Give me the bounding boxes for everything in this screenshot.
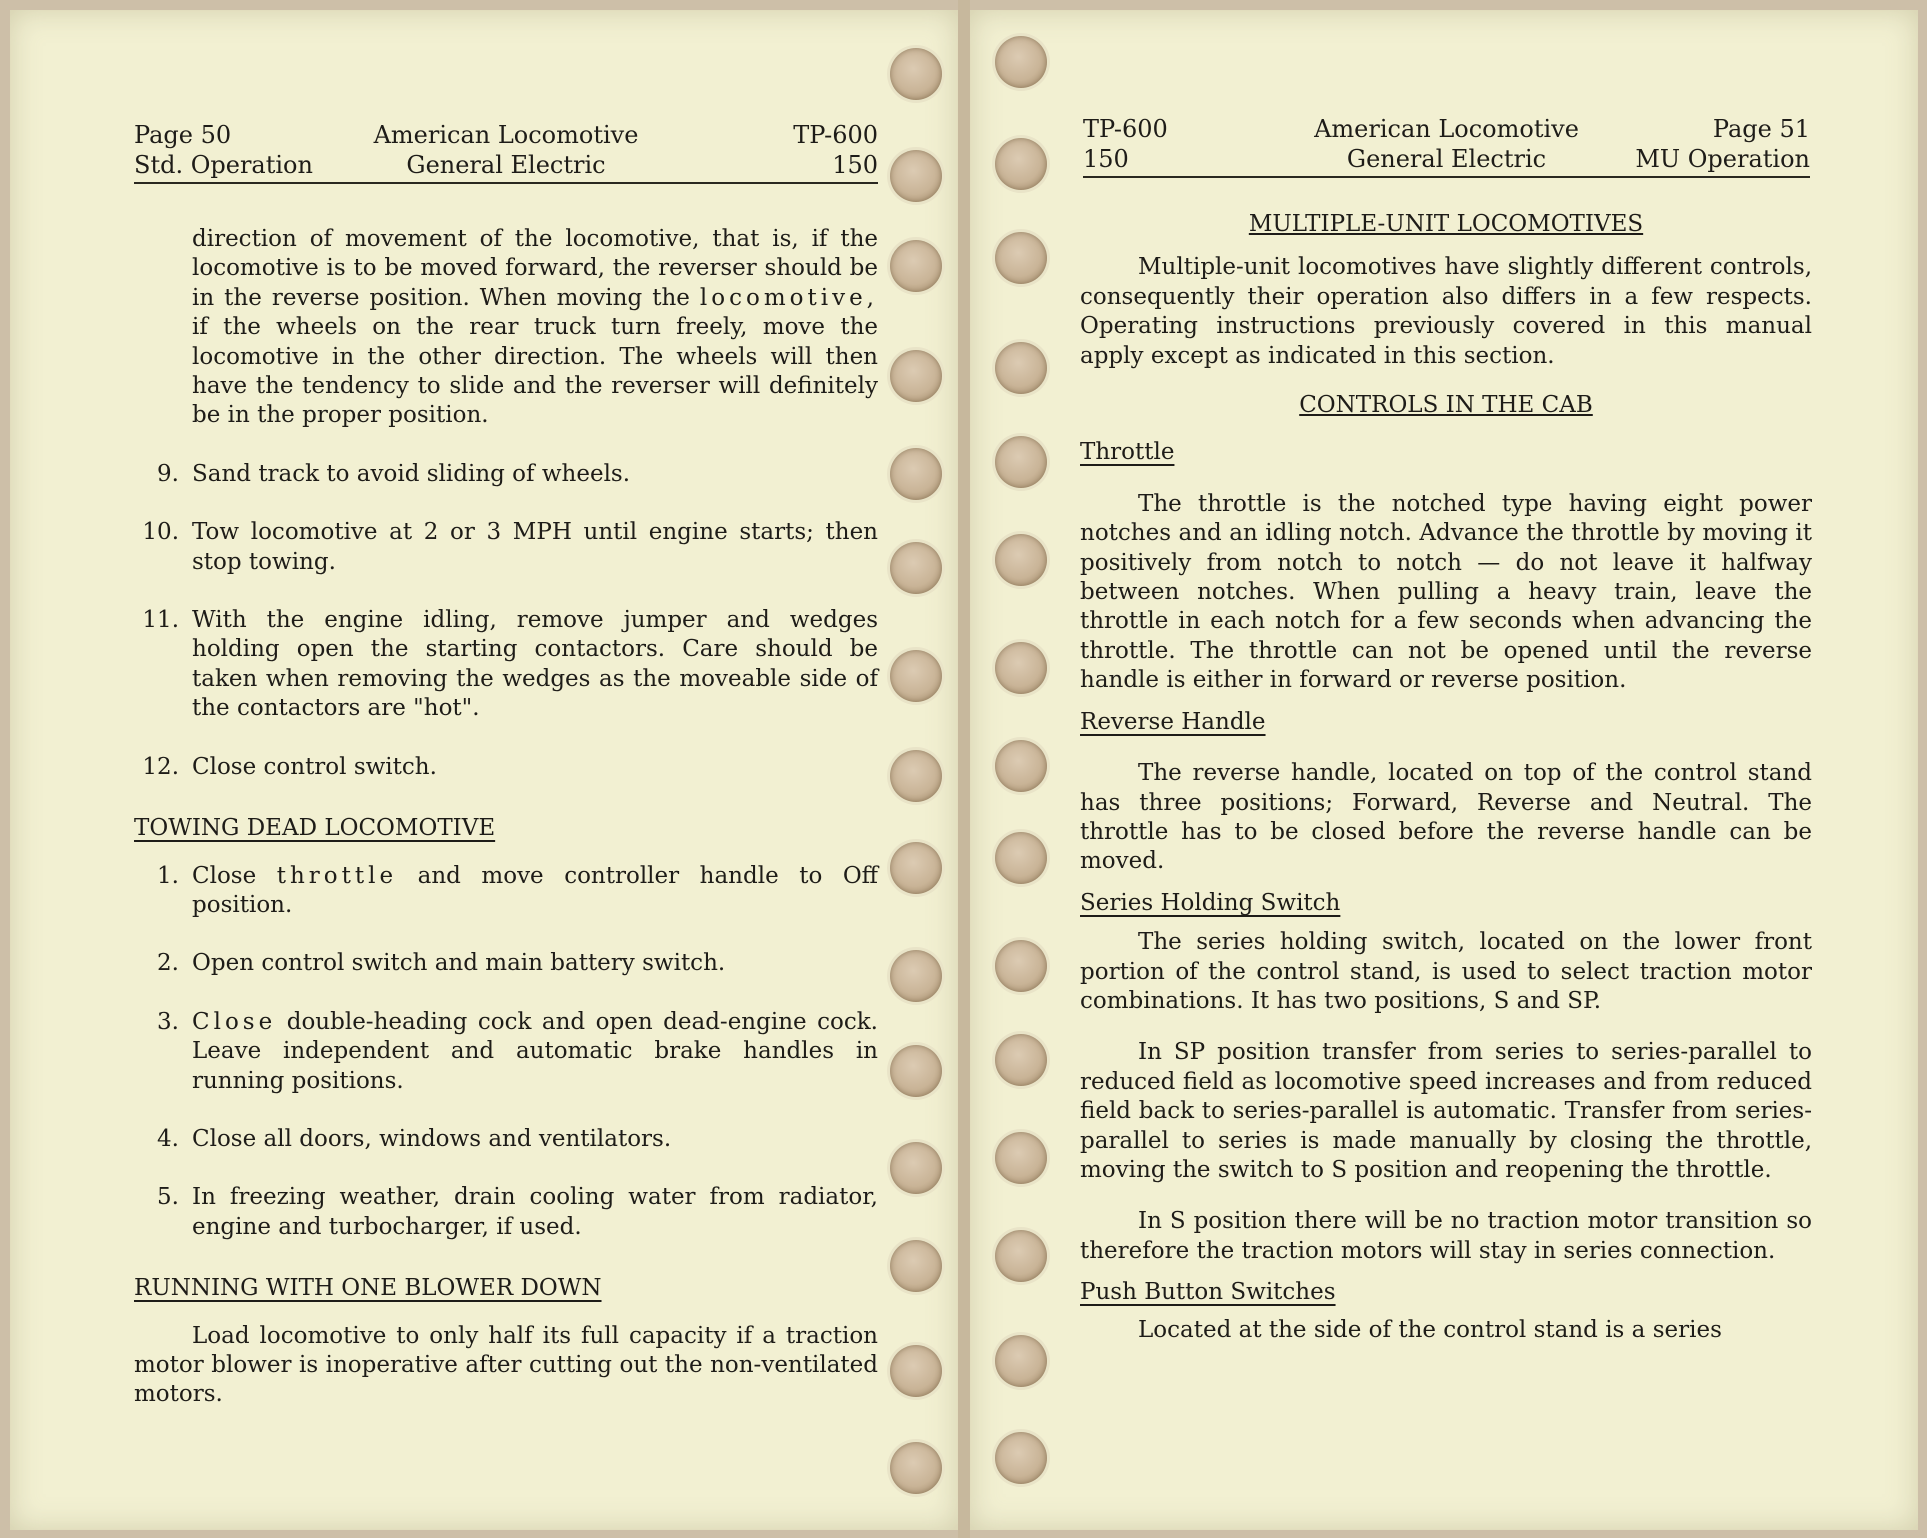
main-heading: MULTIPLE-UNIT LOCOMOTIVES	[1248, 211, 1644, 237]
header-subtitle: General Electric	[1346, 145, 1547, 173]
list-item: 12. Close control switch.	[142, 753, 437, 780]
list-item: 10. Tow locomotive at 2 or 3 MPH until engine starts; then stop towing.	[142, 519, 878, 575]
doc-sub-number: 150	[832, 151, 878, 179]
list-item: 3. Close double-heading cock and open dead-engine cock. Leave independent and automatic brake handles in running positions.	[157, 1008, 878, 1094]
right-page	[970, 10, 1918, 1530]
header-title: American Locomotive	[373, 121, 639, 149]
right-page-body	[1080, 210, 1812, 1345]
spine	[958, 0, 970, 1538]
intro-paragraph: Multiple-unit locomotives have slightly different controls, consequently their operation also differs in a few respects. Operating instructions previously covered in this manual apply except as indicated in this section.	[1080, 254, 1812, 369]
list-item: 4. Close all doors, windows and ventilators.	[157, 1125, 672, 1152]
list-item: 5. In freezing weather, drain cooling water from radiator, engine and turbocharger, if used.	[157, 1184, 878, 1240]
throttle-paragraph: The throttle is the notched type having eight power notches and an idling notch. Advance the throttle by moving it positively from notch to notch — do not leave it halfway between notches. When pulling a heavy train, leave the throttle in each notch for a few seconds when advancing the throttle. The throttle can not be opened until the reverse handle is either in forward or reverse position.	[1080, 490, 1812, 694]
push-button-heading: Push Button Switches	[1080, 1279, 1336, 1306]
throttle-heading: Throttle	[1080, 439, 1175, 466]
section-heading-towing: TOWING DEAD LOCOMOTIVE	[134, 815, 496, 842]
list-item: 1. Close throttle and move controller handle to Off position.	[157, 862, 879, 918]
cab-heading: CONTROLS IN THE CAB	[1299, 392, 1593, 419]
section-name: MU Operation	[1635, 145, 1810, 173]
reverse-paragraph: The reverse handle, located on top of the control stand has three positions; Forward, Reverse and Neutral. The throttle has to be closed before the reverse handle can be moved.	[1080, 760, 1812, 875]
sp-paragraph: In SP position transfer from series to series-parallel to reduced field as locomotive speed increases and from reduced field back to series-parallel is automatic. Transfer from series-parallel to series is made manually by closing the throttle, moving the switch to S position and reopening the throttle.	[1080, 1039, 1812, 1183]
right-page-header	[1083, 114, 1810, 178]
list-item: 11. With the engine idling, remove jumper and wedges holding open the starting contactors. Care should be taken when removing the wedges as the moveable side of the contactors are "hot".	[142, 607, 878, 722]
left-page-header	[134, 120, 878, 184]
doc-number: TP-600	[793, 121, 878, 149]
header-title: American Locomotive	[1314, 115, 1579, 143]
left-page	[10, 10, 958, 1530]
blower-paragraph: Load locomotive to only half its full capacity if a traction motor blower is inoperative after cutting out the non-ventilated motors.	[134, 1322, 878, 1408]
continuation-paragraph: direction of movement of the locomotive, that is, if the locomotive is to be moved forward, the reverser should be in the reverse position. When moving the locomotive, if the wheels on the rear truck turn freely, move the locomotive in the other direction. The wheels will then have the tendency to slide and the reverser will definitely be in the proper position.	[192, 226, 878, 429]
page-number: Page 50	[134, 121, 232, 149]
push-button-paragraph: Located at the side of the control stand is a series	[1138, 1316, 1722, 1343]
list-item: 2. Open control switch and main battery switch.	[157, 950, 726, 977]
header-subtitle: General Electric	[406, 151, 606, 179]
doc-number: TP-600	[1083, 115, 1168, 143]
section-name: Std. Operation	[134, 151, 313, 179]
series-paragraph: The series holding switch, located on the lower front portion of the control stand, is used to select traction motor combinations. It has two positions, S and SP.	[1080, 929, 1812, 1014]
list-item: 9. Sand track to avoid sliding of wheels.	[157, 460, 631, 487]
series-heading: Series Holding Switch	[1080, 889, 1341, 916]
s-paragraph: In S position there will be no traction motor transition so therefore the traction motors will stay in series connection.	[1080, 1208, 1812, 1264]
doc-sub-number: 150	[1083, 145, 1129, 173]
section-heading-blower: RUNNING WITH ONE BLOWER DOWN	[134, 1275, 602, 1302]
page-number: Page 51	[1712, 115, 1810, 143]
reverse-heading: Reverse Handle	[1080, 708, 1266, 735]
left-page-body	[134, 225, 878, 1410]
